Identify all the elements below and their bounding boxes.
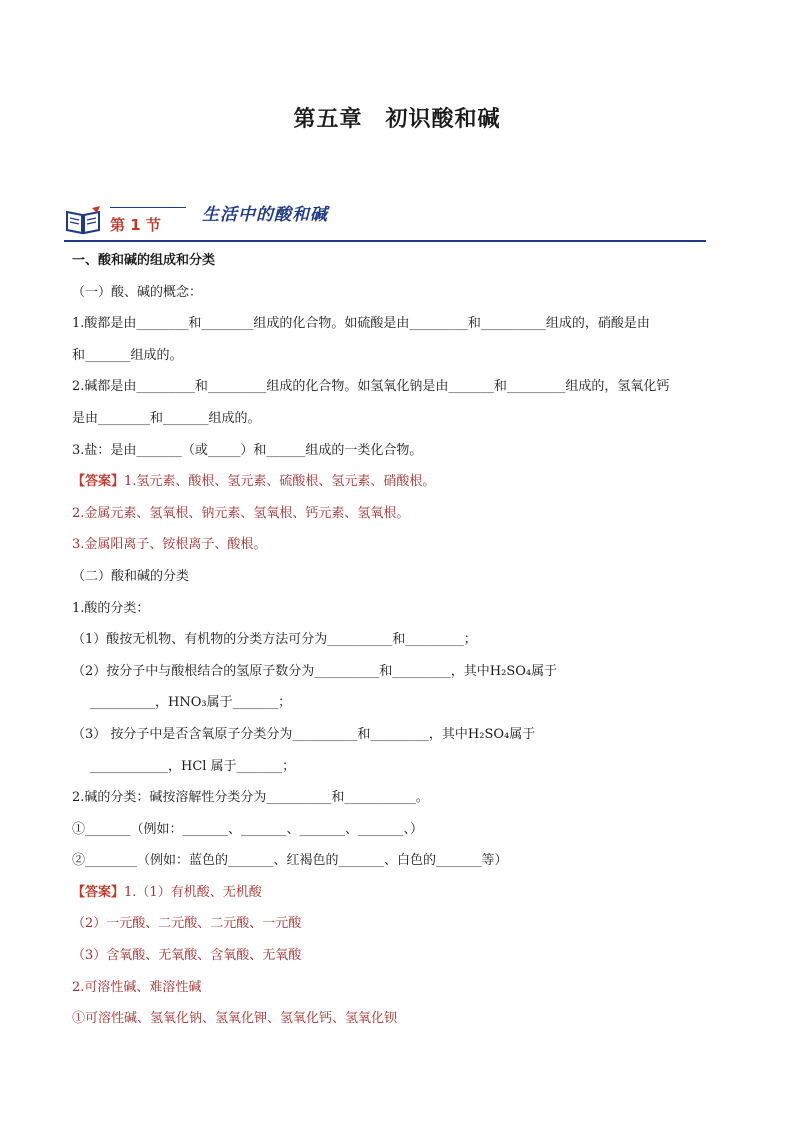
line-text: 3.盐：是由_______（或_____）和______组成的一类化合物。 xyxy=(72,442,423,458)
question-line xyxy=(72,814,732,846)
answer-line xyxy=(72,466,732,498)
question-line xyxy=(72,340,732,372)
answer-line xyxy=(72,529,732,561)
line-text: 2.碱的分类：碱按溶解性分类分为__________和___________。 xyxy=(72,790,429,806)
section-number: 第 1 节 xyxy=(110,216,161,234)
line-text: 1.氢元素、酸根、氢元素、硫酸根、氢元素、硝酸根。 xyxy=(124,474,436,490)
line-text: 1.（1）有机酸、无机酸 xyxy=(124,884,262,900)
line-text: （3） 按分子中是否含氧原子分类分为__________和_________，其中H₂SO₄属于 xyxy=(72,726,536,742)
line-text: 1.酸都是由________和________组成的化合物。如硫酸是由_________和__________组成的，硝酸是由 xyxy=(72,316,650,332)
question-line xyxy=(72,403,732,435)
line-text: 2.金属元素、氢氧根、钠元素、氢氧根、钙元素、氢氧根。 xyxy=(72,505,410,521)
question-line xyxy=(72,593,732,625)
line-text: ____________，HCl 属于_______； xyxy=(90,758,296,774)
line-text: （3）含氧酸、无氧酸、含氧酸、无氧酸 xyxy=(72,948,302,964)
question-line xyxy=(72,751,732,783)
line-text: 一、酸和碱的组成和分类 xyxy=(72,253,216,268)
question-line xyxy=(72,656,732,688)
answer-line xyxy=(72,877,732,909)
answer-line xyxy=(72,498,732,530)
line-text: ①_______（例如：_______、_______、_______、_______、） xyxy=(72,821,424,837)
line-text: （2）一元酸、二元酸、二元酸、一元酸 xyxy=(72,916,302,932)
question-line xyxy=(72,371,732,403)
section-divider xyxy=(64,240,706,242)
book-icon xyxy=(64,206,102,236)
line-text: （二）酸和碱的分类 xyxy=(72,568,190,584)
question-line xyxy=(72,719,732,751)
line-text: ①可溶性碱、氢氧化钠、氢氧化钾、氢氧化钙、氢氧化钡 xyxy=(72,1011,398,1027)
line-text: __________，HNO₃属于_______； xyxy=(90,695,292,711)
line-text: （2）按分子中与酸根结合的氢原子数分为__________和_________，其中H₂SO₄属于 xyxy=(72,663,558,679)
answer-line xyxy=(72,940,732,972)
question-line xyxy=(72,561,732,593)
section-heading xyxy=(72,245,732,277)
question-line xyxy=(72,435,732,467)
question-line xyxy=(72,687,732,719)
line-text: 2.可溶性碱、难溶性碱 xyxy=(72,979,202,995)
line-text: 和_______组成的。 xyxy=(72,347,183,363)
line-text: 1.酸的分类： xyxy=(72,600,150,616)
answer-line xyxy=(72,1003,732,1035)
content-body xyxy=(72,245,732,1035)
question-line xyxy=(72,308,732,340)
question-line xyxy=(72,845,732,877)
line-text: 3.金属阳离子、铵根离子、酸根。 xyxy=(72,537,267,553)
line-text: 是由________和_______组成的。 xyxy=(72,410,261,426)
question-line xyxy=(72,277,732,309)
line-text: （1）酸按无机物、有机物的分类方法可分为__________和_________； xyxy=(72,632,477,648)
line-text: 2.碱都是由_________和_________组成的化合物。如氢氧化钠是由_______和_________组成的，氢氧化钙 xyxy=(72,379,670,395)
question-line xyxy=(72,782,732,814)
answer-tag: 【答案】 xyxy=(72,884,125,900)
answer-line xyxy=(72,908,732,940)
answer-tag: 【答案】 xyxy=(72,474,125,490)
section-topline xyxy=(110,207,186,208)
section-title: 生活中的酸和碱 xyxy=(202,205,328,225)
question-line xyxy=(72,624,732,656)
chapter-title: 第五章 初识酸和碱 xyxy=(293,107,501,132)
line-text: （一）酸、碱的概念： xyxy=(72,284,203,300)
line-text: ②________（例如：蓝色的_______、红褐色的_______、白色的_______等） xyxy=(72,853,508,869)
section-header xyxy=(64,194,706,242)
answer-line xyxy=(72,972,732,1004)
